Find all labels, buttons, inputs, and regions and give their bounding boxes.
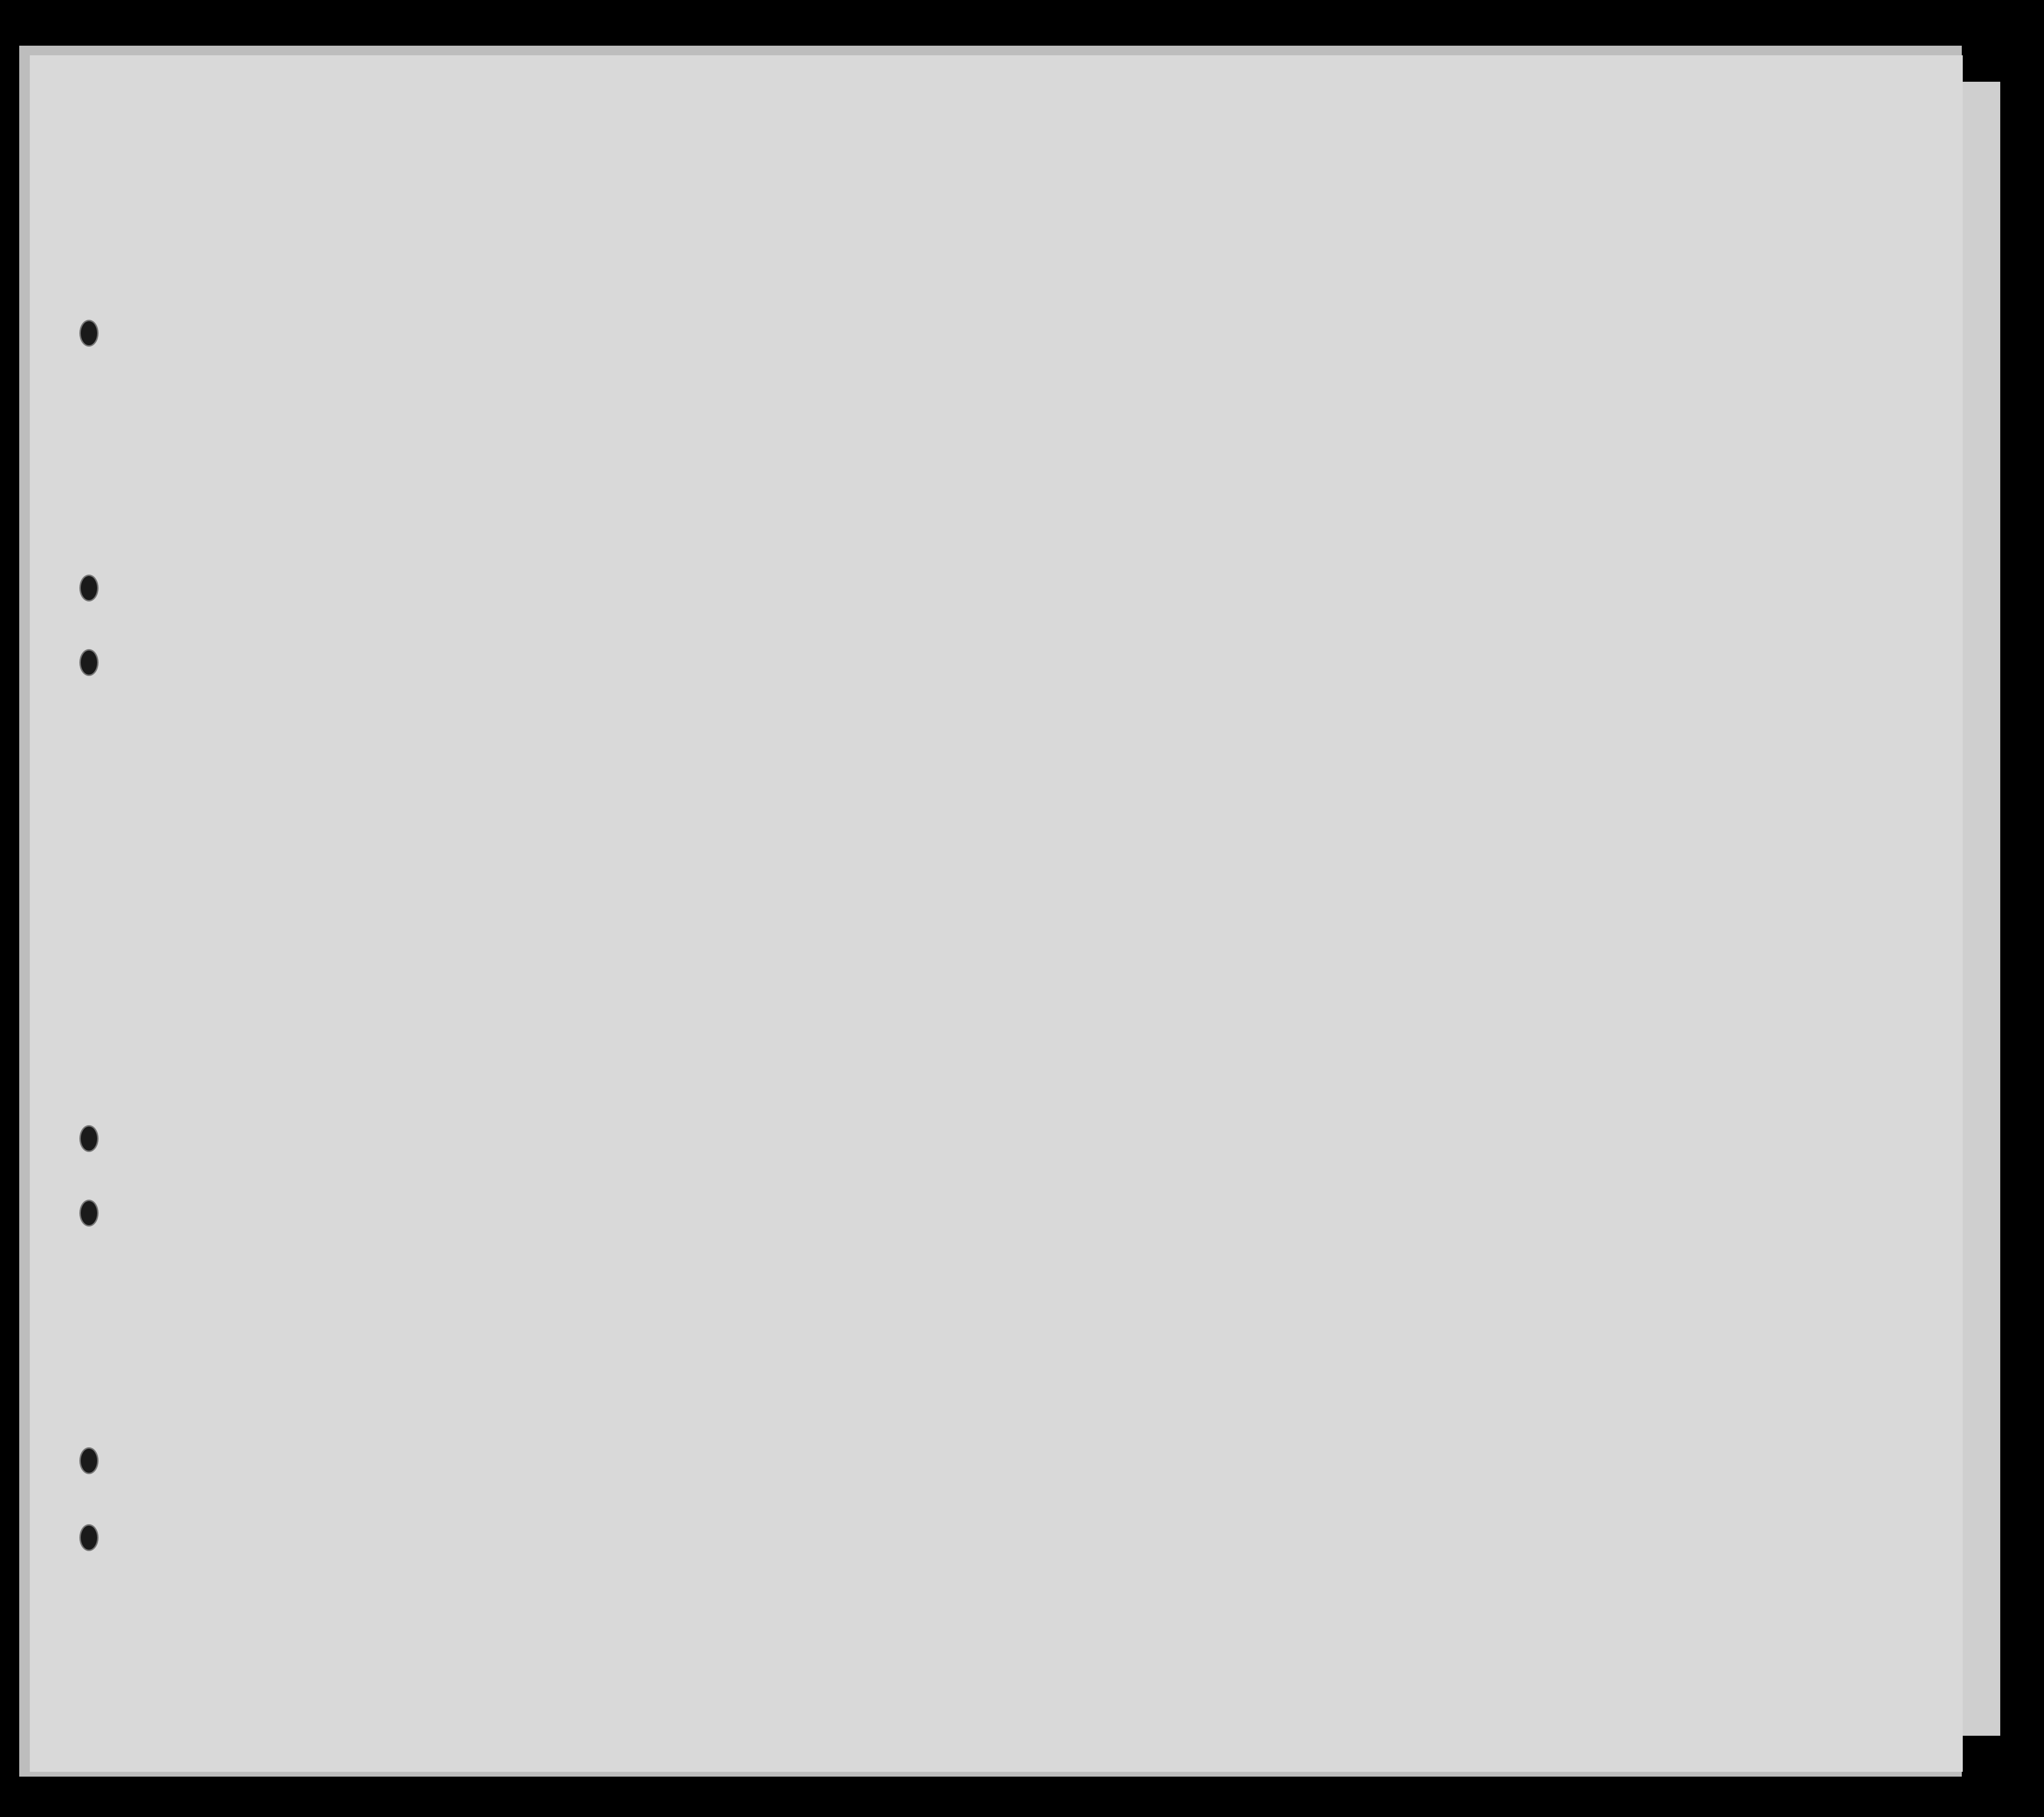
binding-hole [79,575,99,601]
binding-hole [79,649,99,676]
binding-hole [79,1524,99,1551]
binding-hole [79,1200,99,1227]
binding-hole [79,1125,99,1152]
binding-hole [79,320,99,347]
binding-hole [79,1447,99,1474]
